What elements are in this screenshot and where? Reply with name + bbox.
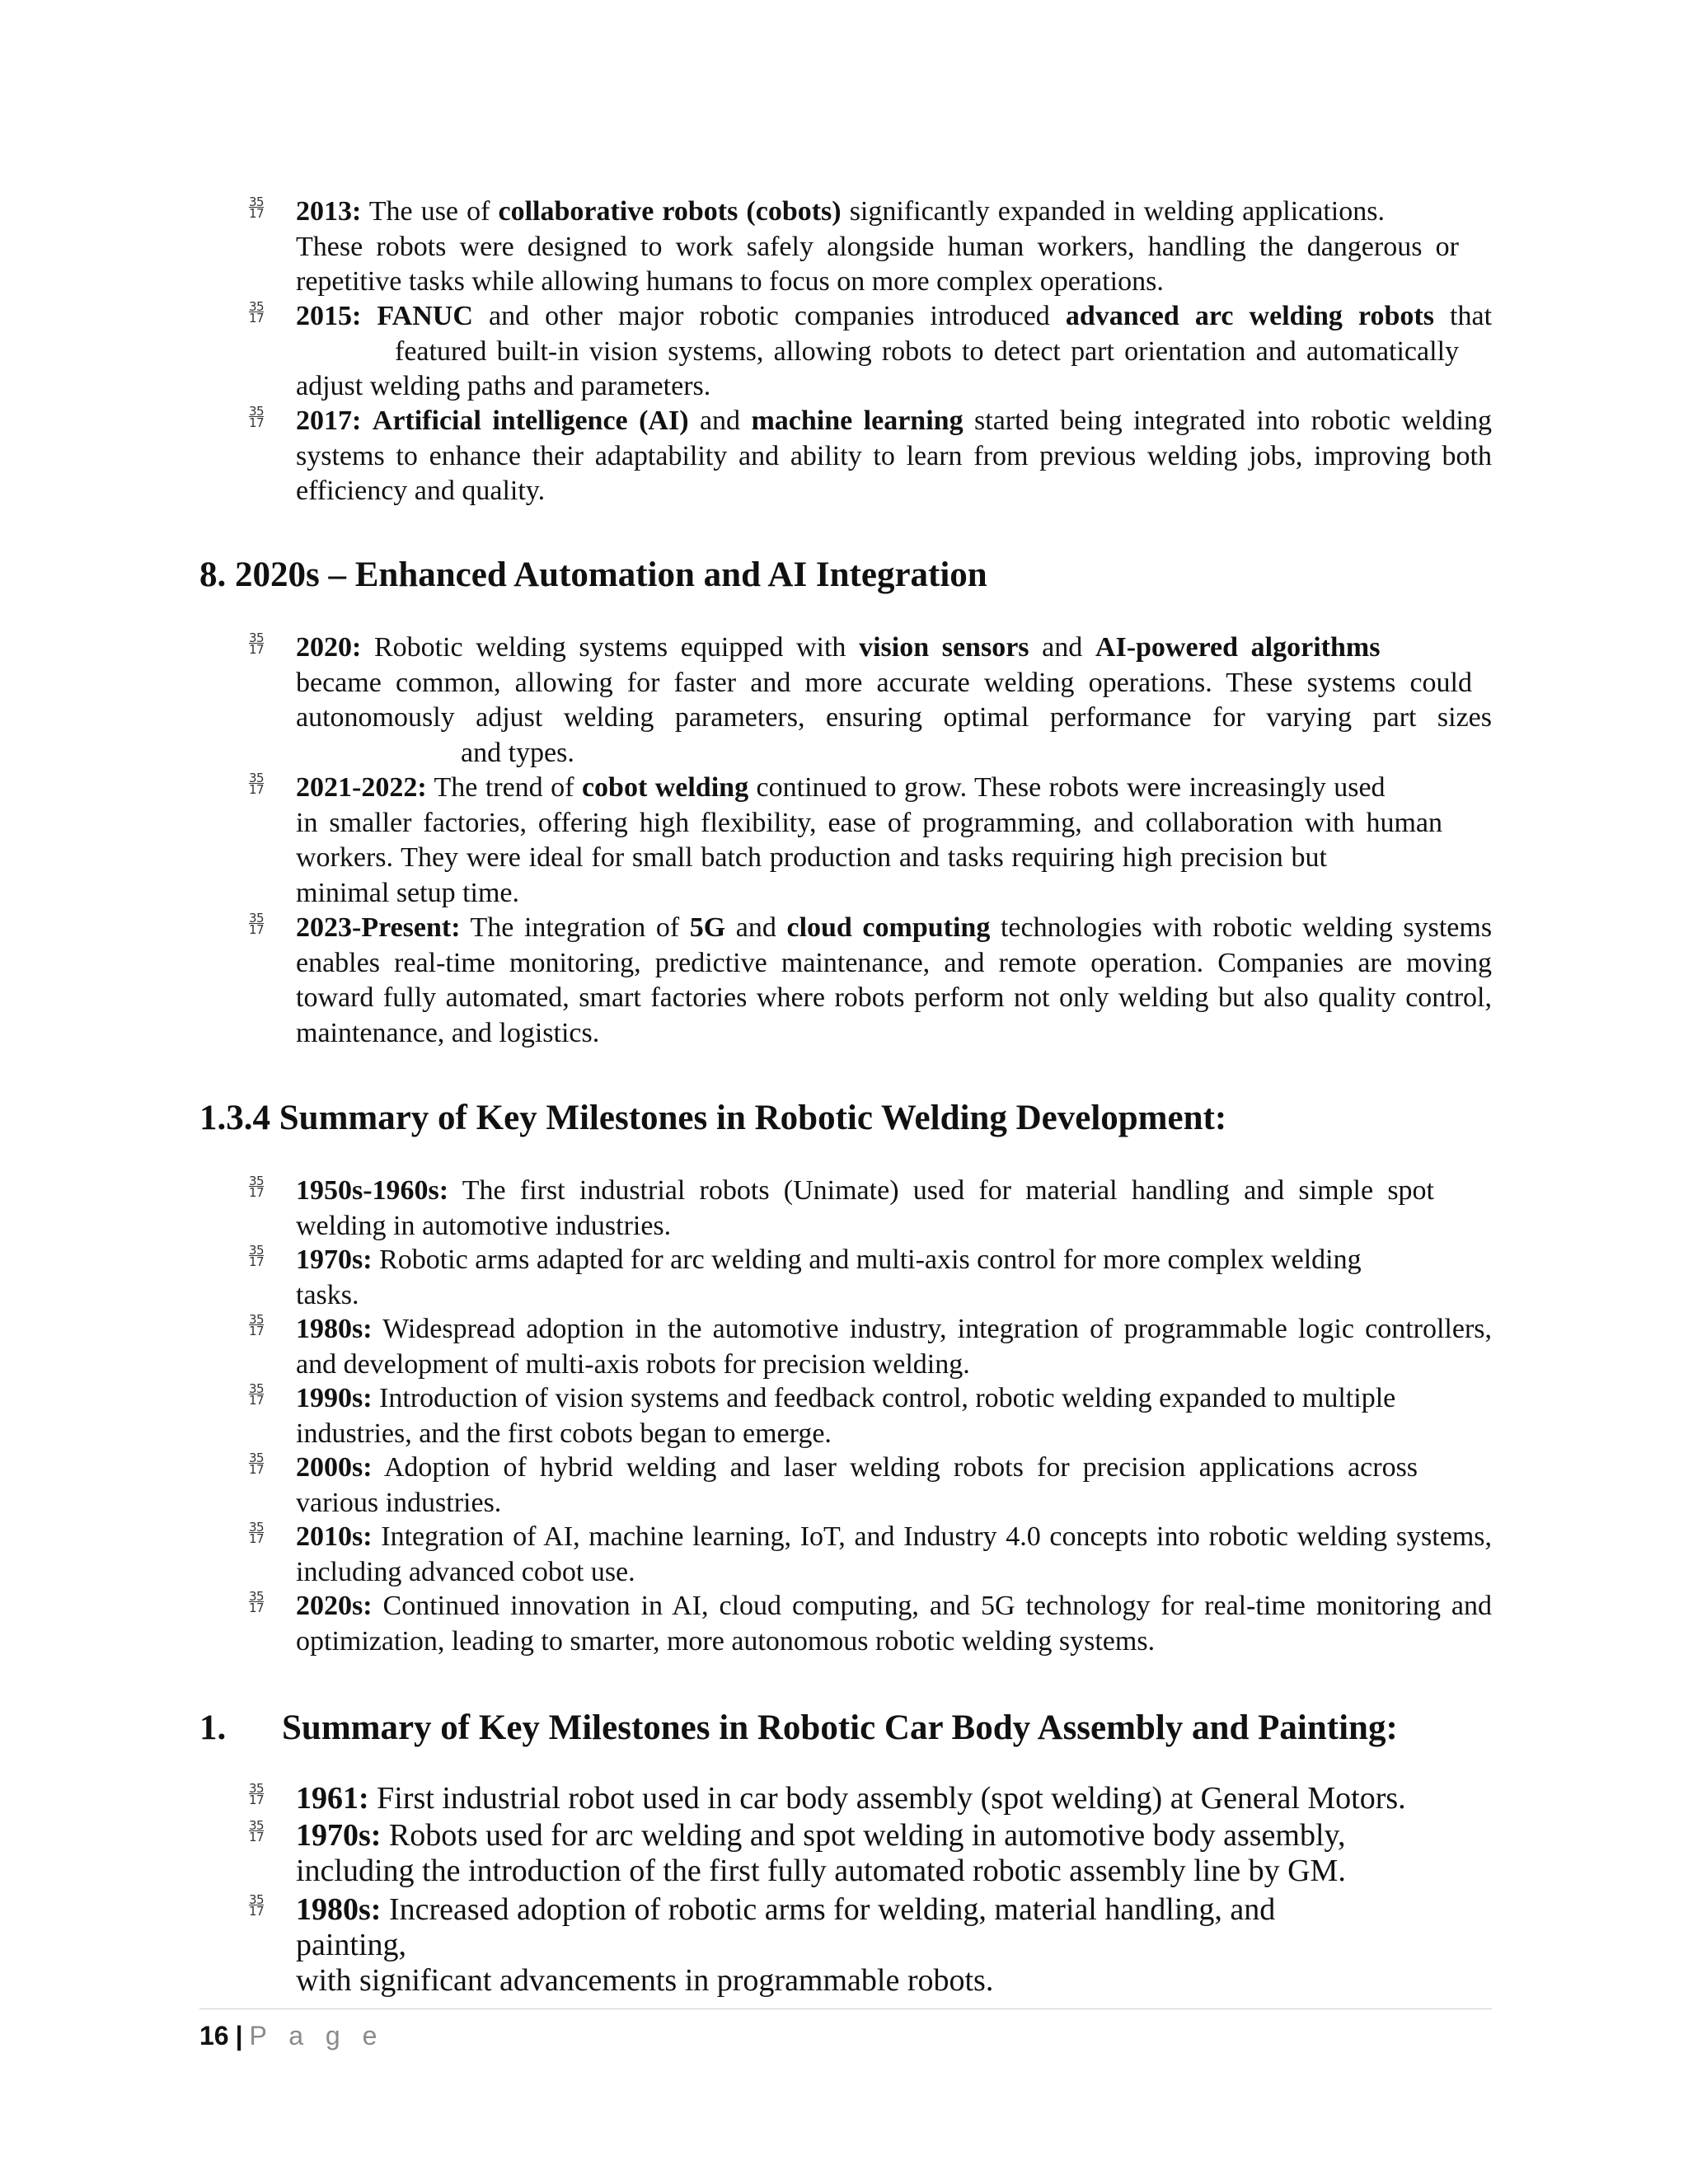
heading-number: 1. <box>199 1708 227 1747</box>
list-item-text: 2023-Present: The integration of 5G and cloud computing technologies with robotic welding systems enables real-time monitoring, predictive maintenance, and remote operation. Companies are moving toward fully automated, smart factories where robots perform not only welding but also quality control, maintenance, and logistics. <box>296 912 1493 1048</box>
bullet-icon: 35 17 <box>248 1892 265 1919</box>
list-item <box>246 1781 1492 1816</box>
bullet-icon: 35 17 <box>248 630 265 657</box>
bullet-icon: 35 17 <box>248 299 265 326</box>
list-item-text: 2015: FANUC and other major robotic companies introduced advanced arc welding robots that featured built-in vision systems, allowing robots to detect part orientation and automaticallyadjust welding paths and parameters. <box>296 301 1493 401</box>
list-item-text: 2020s: Continued innovation in AI, cloud computing, and 5G technology for real-time monitoring and optimization, leading to smarter, more autonomous robotic welding systems. <box>296 1591 1493 1657</box>
section-heading-summary-welding: 1.3.4 Summary of Key Milestones in Robotic Welding Development: <box>199 1099 1227 1137</box>
bullet-icon: 35 17 <box>248 1781 265 1807</box>
list-item-text: 2000s: Adoption of hybrid welding and laser welding robots for precision applications across various industries. <box>296 1452 1418 1518</box>
list-item-text: 2020: Robotic welding systems equipped with vision sensors and AI-powered algorithms became common, allowing for faster and more accurate welding operations. These systems couldautonomously adjust welding parameters, ensuring optimal performance for varying part sizesand types. <box>296 632 1493 768</box>
bullet-icon: 35 17 <box>248 1243 265 1269</box>
bullet-icon: 35 17 <box>248 911 265 937</box>
section-heading-2020s: 8. 2020s – Enhanced Automation and AI Integration <box>199 555 987 594</box>
bullet-icon: 35 17 <box>248 1589 265 1615</box>
bullet-icon: 35 17 <box>248 1520 265 1546</box>
list-item <box>246 194 1492 300</box>
page-footer <box>199 2019 384 2052</box>
list-item <box>246 1381 1492 1451</box>
bullet-icon: 35 17 <box>248 1174 265 1200</box>
list-item-text: 1961: First industrial robot used in car body assembly (spot welding) at General Motors. <box>296 1781 1406 1816</box>
list-item <box>246 1243 1492 1313</box>
list-item-text: 1980s: Increased adoption of robotic arms for welding, material handling, and painting, with significant advancements in programmable robots. <box>296 1892 1276 1998</box>
list-item-text: 2021-2022: The trend of cobot welding continued to grow. These robots were increasingly used in smaller factories, offering high flexibility, ease of programming, and collaboration with humanworkers. They were ideal for small batch production and tasks requiring high precision butminimal setup time. <box>296 772 1443 908</box>
list-item <box>246 299 1492 405</box>
list-item <box>246 771 1492 911</box>
list-item <box>246 1892 1492 1999</box>
page-label: P a g e <box>249 2021 385 2050</box>
list-item-text: 2013: The use of collaborative robots (cobots) significantly expanded in welding applications. These robots were designed to work safely alongside human workers, handling the dangerous orrepetitive tasks while allowing humans to focus on more complex operations. <box>296 196 1460 297</box>
heading-title: Summary of Key Milestones in Robotic Car Body Assembly and Painting: <box>282 1708 1398 1747</box>
list-item-text: 1970s: Robotic arms adapted for arc welding and multi-axis control for more complex welding tasks. <box>296 1244 1362 1310</box>
list-item <box>246 630 1492 771</box>
section-heading-car-body <box>199 1707 1398 1750</box>
list-item-text: 1950s-1960s: The first industrial robots (Unimate) used for material handling and simple spot welding in automotive industries. <box>296 1175 1435 1241</box>
list-item <box>246 1520 1492 1590</box>
list-item <box>246 404 1492 509</box>
footer-separator: | <box>235 2021 243 2050</box>
bullet-icon: 35 17 <box>248 1381 265 1408</box>
list-item-text: 1980s: Widespread adoption in the automotive industry, integration of programmable logic controllers, and development of multi-axis robots for precision welding. <box>296 1314 1493 1380</box>
list-item-text: 2017: Artificial intelligence (AI) and machine learning started being integrated into robotic welding systems to enhance their adaptability and ability to learn from previous welding jobs, improving both efficiency and quality. <box>296 405 1493 506</box>
bullet-icon: 35 17 <box>248 194 265 221</box>
bullet-icon: 35 17 <box>248 1451 265 1477</box>
list-item <box>246 1451 1492 1521</box>
bullet-icon: 35 17 <box>248 1312 265 1338</box>
list-item <box>246 1312 1492 1382</box>
bullet-icon: 35 17 <box>248 1818 265 1844</box>
list-item <box>246 1174 1492 1244</box>
bullet-icon: 35 17 <box>248 404 265 430</box>
list-item <box>246 1589 1492 1659</box>
footer-divider <box>199 2008 1492 2009</box>
list-item <box>246 1818 1492 1889</box>
list-item-text: 1990s: Introduction of vision systems and feedback control, robotic welding expanded to multiple industries, and the first cobots began to emerge. <box>296 1383 1396 1449</box>
bullet-icon: 35 17 <box>248 771 265 797</box>
list-item-text: 1970s: Robots used for arc welding and spot welding in automotive body assembly, including the introduction of the first fully automated robotic assembly line by GM. <box>296 1818 1346 1888</box>
list-item-text: 2010s: Integration of AI, machine learning, IoT, and Industry 4.0 concepts into robotic welding systems, including advanced cobot use. <box>296 1521 1493 1587</box>
page-number: 16 <box>199 2021 229 2050</box>
list-item <box>246 911 1492 1051</box>
